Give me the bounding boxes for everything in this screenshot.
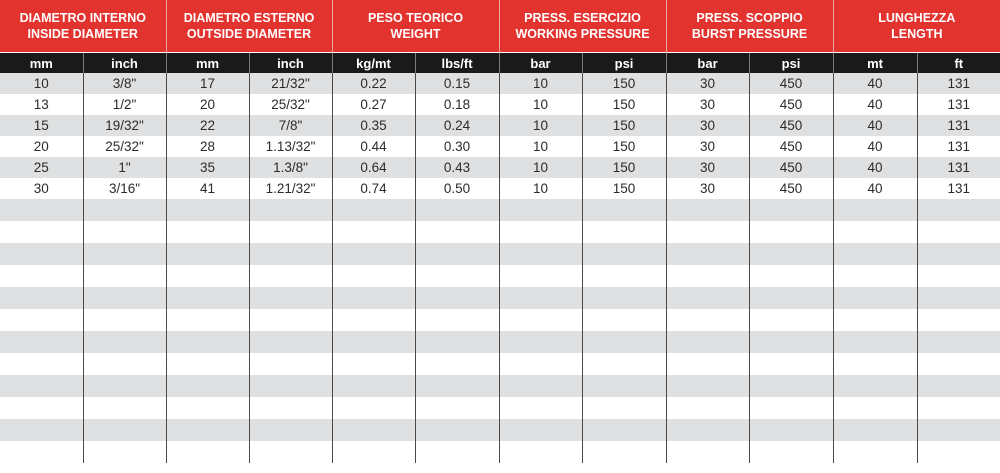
empty-cell (666, 309, 749, 331)
empty-cell (0, 199, 83, 221)
unit-cell: ft (917, 53, 1000, 74)
units-row (0, 53, 1000, 74)
empty-cell (166, 199, 249, 221)
empty-cell (749, 331, 833, 353)
table-cell: 150 (582, 136, 666, 157)
header-label-en: WEIGHT (390, 27, 441, 41)
unit-cell: psi (582, 53, 666, 74)
empty-cell (666, 419, 749, 441)
empty-cell (582, 265, 666, 287)
empty-cell (917, 353, 1000, 375)
empty-cell (499, 309, 582, 331)
table-cell: 0.24 (415, 115, 499, 136)
unit-cell: mt (833, 53, 917, 74)
empty-cell (749, 265, 833, 287)
empty-cell (499, 287, 582, 309)
empty-row (0, 265, 1000, 287)
empty-cell (749, 419, 833, 441)
empty-row (0, 419, 1000, 441)
empty-cell (917, 287, 1000, 309)
empty-cell (833, 221, 917, 243)
empty-cell (582, 441, 666, 463)
empty-cell (499, 353, 582, 375)
empty-cell (0, 243, 83, 265)
table-cell: 15 (0, 115, 83, 136)
empty-cell (917, 419, 1000, 441)
table-cell: 22 (166, 115, 249, 136)
table-cell: 450 (749, 136, 833, 157)
empty-cell (917, 397, 1000, 419)
table-cell: 1" (83, 157, 166, 178)
unit-cell: inch (249, 53, 332, 74)
empty-cell (666, 397, 749, 419)
empty-cell (249, 375, 332, 397)
empty-cell (166, 419, 249, 441)
empty-cell (332, 397, 415, 419)
empty-cell (499, 331, 582, 353)
empty-cell (666, 243, 749, 265)
empty-cell (917, 375, 1000, 397)
empty-cell (749, 243, 833, 265)
empty-cell (833, 441, 917, 463)
empty-cell (0, 287, 83, 309)
empty-cell (166, 441, 249, 463)
empty-cell (0, 331, 83, 353)
empty-row (0, 243, 1000, 265)
header-label-it: PRESS. SCOPPIO (696, 11, 803, 25)
table-cell: 40 (833, 73, 917, 94)
table-cell: 450 (749, 115, 833, 136)
empty-cell (499, 243, 582, 265)
empty-cell (833, 419, 917, 441)
table-cell: 450 (749, 157, 833, 178)
header-label-en: INSIDE DIAMETER (27, 27, 138, 41)
unit-cell: bar (666, 53, 749, 74)
empty-cell (415, 243, 499, 265)
empty-cell (666, 287, 749, 309)
empty-cell (582, 221, 666, 243)
empty-cell (83, 309, 166, 331)
table-cell: 40 (833, 94, 917, 115)
empty-cell (582, 331, 666, 353)
table-cell: 10 (499, 178, 582, 199)
empty-cell (83, 419, 166, 441)
header-label-en: OUTSIDE DIAMETER (186, 27, 312, 41)
empty-cell (499, 441, 582, 463)
empty-cell (249, 331, 332, 353)
empty-cell (917, 221, 1000, 243)
table-cell: 0.15 (415, 73, 499, 94)
header-label-en: BURST PRESSURE (691, 27, 808, 41)
empty-cell (83, 221, 166, 243)
table-cell: 131 (917, 73, 1000, 94)
empty-cell (833, 353, 917, 375)
table-cell: 1/2" (83, 94, 166, 115)
unit-cell: psi (749, 53, 833, 74)
empty-cell (917, 265, 1000, 287)
table-cell: 0.74 (332, 178, 415, 199)
empty-cell (666, 353, 749, 375)
table-cell: 150 (582, 115, 666, 136)
table-cell: 131 (917, 136, 1000, 157)
empty-cell (249, 265, 332, 287)
empty-cell (917, 199, 1000, 221)
table-cell: 40 (833, 157, 917, 178)
header-outside-diameter (166, 0, 332, 53)
table-row (0, 94, 1000, 115)
empty-cell (166, 397, 249, 419)
empty-cell (499, 199, 582, 221)
empty-cell (83, 287, 166, 309)
table-cell: 21/32" (249, 73, 332, 94)
table-cell: 131 (917, 94, 1000, 115)
empty-cell (415, 309, 499, 331)
empty-cell (499, 397, 582, 419)
table-cell: 10 (499, 157, 582, 178)
empty-cell (917, 331, 1000, 353)
table-cell: 1.3/8" (249, 157, 332, 178)
empty-cell (917, 441, 1000, 463)
empty-cell (332, 243, 415, 265)
header-label-it: PESO TEORICO (367, 11, 464, 25)
group-header-row (0, 0, 1000, 53)
table-cell: 7/8" (249, 115, 332, 136)
table-cell: 0.43 (415, 157, 499, 178)
table-body (0, 73, 1000, 463)
empty-row (0, 375, 1000, 397)
empty-cell (415, 287, 499, 309)
empty-cell (666, 265, 749, 287)
table-row (0, 157, 1000, 178)
empty-cell (332, 221, 415, 243)
empty-cell (582, 287, 666, 309)
empty-cell (833, 243, 917, 265)
header-length (833, 0, 1000, 53)
header-label-it: DIAMETRO ESTERNO (183, 11, 315, 25)
empty-cell (0, 441, 83, 463)
table-cell: 30 (666, 178, 749, 199)
table-cell: 40 (833, 178, 917, 199)
table-cell: 0.44 (332, 136, 415, 157)
empty-cell (166, 243, 249, 265)
unit-cell: kg/mt (332, 53, 415, 74)
empty-cell (249, 221, 332, 243)
header-label-it: DIAMETRO INTERNO (19, 11, 146, 25)
empty-cell (415, 331, 499, 353)
table-cell: 0.18 (415, 94, 499, 115)
unit-cell: bar (499, 53, 582, 74)
table-cell: 150 (582, 178, 666, 199)
empty-cell (833, 287, 917, 309)
empty-cell (166, 353, 249, 375)
empty-cell (332, 353, 415, 375)
table-cell: 0.64 (332, 157, 415, 178)
empty-cell (833, 331, 917, 353)
empty-cell (415, 441, 499, 463)
table-cell: 35 (166, 157, 249, 178)
table-row (0, 73, 1000, 94)
empty-cell (415, 397, 499, 419)
table-cell: 13 (0, 94, 83, 115)
table-cell: 30 (666, 73, 749, 94)
empty-cell (749, 199, 833, 221)
empty-cell (582, 419, 666, 441)
empty-cell (83, 243, 166, 265)
empty-cell (582, 199, 666, 221)
empty-cell (249, 243, 332, 265)
table-row (0, 178, 1000, 199)
empty-cell (332, 287, 415, 309)
table-cell: 28 (166, 136, 249, 157)
table-cell: 131 (917, 178, 1000, 199)
table-cell: 25/32" (83, 136, 166, 157)
table-cell: 150 (582, 94, 666, 115)
table-cell: 450 (749, 94, 833, 115)
table-cell: 3/16" (83, 178, 166, 199)
empty-cell (83, 441, 166, 463)
empty-cell (83, 397, 166, 419)
empty-cell (833, 199, 917, 221)
empty-cell (0, 419, 83, 441)
header-working-pressure (499, 0, 666, 53)
empty-cell (499, 375, 582, 397)
empty-cell (415, 419, 499, 441)
table-cell: 0.22 (332, 73, 415, 94)
empty-cell (0, 309, 83, 331)
table-cell: 10 (499, 136, 582, 157)
table-cell: 20 (166, 94, 249, 115)
empty-cell (0, 221, 83, 243)
empty-cell (0, 375, 83, 397)
empty-cell (582, 309, 666, 331)
empty-cell (249, 397, 332, 419)
table-cell: 30 (666, 136, 749, 157)
table-cell: 30 (666, 94, 749, 115)
empty-cell (749, 309, 833, 331)
table-cell: 41 (166, 178, 249, 199)
empty-cell (249, 287, 332, 309)
empty-cell (917, 309, 1000, 331)
table-cell: 10 (499, 115, 582, 136)
empty-cell (332, 419, 415, 441)
header-label-it: LUNGHEZZA (878, 11, 956, 25)
empty-row (0, 441, 1000, 463)
empty-cell (499, 221, 582, 243)
empty-row (0, 397, 1000, 419)
table-cell: 131 (917, 115, 1000, 136)
empty-cell (582, 397, 666, 419)
table-cell: 30 (0, 178, 83, 199)
empty-cell (249, 309, 332, 331)
empty-cell (83, 199, 166, 221)
empty-cell (833, 375, 917, 397)
unit-cell: mm (166, 53, 249, 74)
empty-cell (166, 287, 249, 309)
header-inside-diameter (0, 0, 166, 53)
empty-cell (249, 441, 332, 463)
empty-cell (166, 331, 249, 353)
table-row (0, 115, 1000, 136)
empty-cell (332, 375, 415, 397)
header-burst-pressure (666, 0, 833, 53)
empty-cell (332, 309, 415, 331)
table-cell: 25 (0, 157, 83, 178)
table-cell: 0.50 (415, 178, 499, 199)
empty-row (0, 287, 1000, 309)
empty-cell (415, 265, 499, 287)
empty-row (0, 309, 1000, 331)
unit-cell: mm (0, 53, 83, 74)
table-cell: 17 (166, 73, 249, 94)
empty-cell (0, 265, 83, 287)
empty-cell (249, 353, 332, 375)
empty-row (0, 221, 1000, 243)
unit-cell: lbs/ft (415, 53, 499, 74)
empty-cell (0, 397, 83, 419)
unit-cell: inch (83, 53, 166, 74)
empty-cell (166, 265, 249, 287)
empty-cell (332, 199, 415, 221)
table-cell: 25/32" (249, 94, 332, 115)
empty-cell (415, 375, 499, 397)
empty-cell (83, 265, 166, 287)
table-cell: 20 (0, 136, 83, 157)
table-cell: 450 (749, 73, 833, 94)
empty-cell (666, 375, 749, 397)
empty-cell (415, 353, 499, 375)
empty-cell (666, 199, 749, 221)
empty-cell (666, 221, 749, 243)
table-cell: 1.21/32" (249, 178, 332, 199)
empty-cell (666, 441, 749, 463)
empty-cell (749, 287, 833, 309)
table-cell: 19/32" (83, 115, 166, 136)
empty-cell (499, 265, 582, 287)
table-cell: 1.13/32" (249, 136, 332, 157)
empty-cell (749, 375, 833, 397)
table-cell: 450 (749, 178, 833, 199)
table-cell: 0.27 (332, 94, 415, 115)
empty-cell (749, 221, 833, 243)
empty-cell (833, 397, 917, 419)
empty-cell (582, 243, 666, 265)
table-cell: 3/8" (83, 73, 166, 94)
table-cell: 150 (582, 157, 666, 178)
empty-cell (917, 243, 1000, 265)
empty-row (0, 199, 1000, 221)
table-cell: 10 (499, 73, 582, 94)
empty-cell (415, 199, 499, 221)
header-weight (332, 0, 499, 53)
empty-cell (582, 375, 666, 397)
table-cell: 10 (0, 73, 83, 94)
table-cell: 0.30 (415, 136, 499, 157)
empty-cell (332, 441, 415, 463)
empty-cell (166, 221, 249, 243)
empty-cell (749, 441, 833, 463)
empty-cell (332, 331, 415, 353)
table-cell: 40 (833, 136, 917, 157)
empty-cell (833, 265, 917, 287)
table-cell: 30 (666, 157, 749, 178)
empty-row (0, 353, 1000, 375)
table-cell: 40 (833, 115, 917, 136)
empty-cell (415, 221, 499, 243)
table-cell: 131 (917, 157, 1000, 178)
header-label-en: WORKING PRESSURE (515, 27, 650, 41)
table-cell: 30 (666, 115, 749, 136)
empty-cell (83, 331, 166, 353)
empty-cell (249, 419, 332, 441)
empty-cell (0, 353, 83, 375)
empty-cell (582, 353, 666, 375)
empty-row (0, 331, 1000, 353)
empty-cell (499, 419, 582, 441)
table-row (0, 136, 1000, 157)
header-label-it: PRESS. ESERCIZIO (524, 11, 641, 25)
empty-cell (833, 309, 917, 331)
table-cell: 0.35 (332, 115, 415, 136)
table-cell: 10 (499, 94, 582, 115)
header-label-en: LENGTH (891, 27, 943, 41)
empty-cell (749, 353, 833, 375)
table-cell: 150 (582, 73, 666, 94)
empty-cell (666, 331, 749, 353)
empty-cell (166, 309, 249, 331)
empty-cell (83, 353, 166, 375)
empty-cell (749, 397, 833, 419)
empty-cell (249, 199, 332, 221)
empty-cell (332, 265, 415, 287)
empty-cell (83, 375, 166, 397)
empty-cell (166, 375, 249, 397)
